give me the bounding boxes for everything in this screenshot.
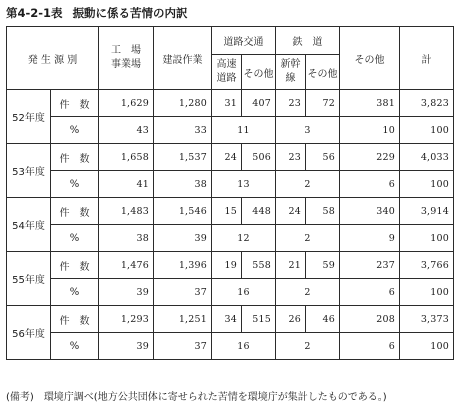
percent-cell: 41	[99, 171, 154, 198]
percent-cell: 2	[276, 225, 340, 252]
count-cell: 208	[340, 306, 400, 333]
percent-cell: 12	[212, 225, 276, 252]
table-row-percent	[7, 279, 454, 306]
count-cell: 340	[340, 198, 400, 225]
header-source: 発 生 源 別	[7, 27, 99, 90]
count-cell: 3,766	[400, 252, 454, 279]
count-cell: 515	[242, 306, 276, 333]
footnote-label: (備考)	[6, 392, 34, 403]
table-row-percent	[7, 333, 454, 360]
count-cell: 237	[340, 252, 400, 279]
count-cell: 19	[212, 252, 242, 279]
header-road-other: その他	[242, 55, 276, 90]
footnote	[6, 390, 387, 406]
count-cell: 1,293	[99, 306, 154, 333]
percent-cell: 6	[340, 171, 400, 198]
count-cell: 56	[306, 144, 340, 171]
percent-cell: 39	[99, 333, 154, 360]
header-rail-other: その他	[306, 55, 340, 90]
percent-cell: 13	[212, 171, 276, 198]
count-cell: 1,537	[154, 144, 212, 171]
percent-cell: 16	[212, 279, 276, 306]
year-label: 56年度	[7, 306, 51, 360]
count-cell: 59	[306, 252, 340, 279]
percent-cell: 100	[400, 279, 454, 306]
header-railway: 鉄 道	[276, 27, 340, 55]
percent-cell: 10	[340, 117, 400, 144]
row-label-percent: %	[51, 171, 99, 198]
count-cell: 24	[276, 198, 306, 225]
table-row-count	[7, 90, 454, 117]
percent-cell: 3	[276, 117, 340, 144]
percent-cell: 38	[154, 171, 212, 198]
count-cell: 34	[212, 306, 242, 333]
table-number: 第4-2-1表	[6, 6, 63, 20]
percent-cell: 2	[276, 333, 340, 360]
table-row-count	[7, 144, 454, 171]
count-cell: 21	[276, 252, 306, 279]
year-label: 54年度	[7, 198, 51, 252]
table-row-count	[7, 252, 454, 279]
count-cell: 4,033	[400, 144, 454, 171]
count-cell: 1,483	[99, 198, 154, 225]
percent-cell: 100	[400, 171, 454, 198]
count-cell: 26	[276, 306, 306, 333]
count-cell: 23	[276, 90, 306, 117]
count-cell: 3,823	[400, 90, 454, 117]
percent-cell: 100	[400, 117, 454, 144]
count-cell: 72	[306, 90, 340, 117]
row-label-count: 件 数	[51, 90, 99, 117]
percent-cell: 39	[99, 279, 154, 306]
count-cell: 448	[242, 198, 276, 225]
count-cell: 558	[242, 252, 276, 279]
row-label-count: 件 数	[51, 252, 99, 279]
row-label-count: 件 数	[51, 306, 99, 333]
year-label: 55年度	[7, 252, 51, 306]
count-cell: 1,476	[99, 252, 154, 279]
header-highway-line1: 高速	[216, 59, 237, 70]
table-row-percent	[7, 225, 454, 252]
percent-cell: 100	[400, 225, 454, 252]
complaints-table	[6, 26, 454, 360]
count-cell: 58	[306, 198, 340, 225]
table-row-count	[7, 306, 454, 333]
table-body	[7, 90, 454, 360]
header-highway	[212, 55, 242, 90]
count-cell: 3,373	[400, 306, 454, 333]
count-cell: 1,280	[154, 90, 212, 117]
percent-cell: 100	[400, 333, 454, 360]
count-cell: 229	[340, 144, 400, 171]
percent-cell: 11	[212, 117, 276, 144]
header-factory	[99, 27, 154, 90]
count-cell: 1,251	[154, 306, 212, 333]
percent-cell: 2	[276, 171, 340, 198]
header-shinkansen-line2: 線	[285, 73, 296, 84]
percent-cell: 6	[340, 279, 400, 306]
row-label-count: 件 数	[51, 198, 99, 225]
table-row-percent	[7, 117, 454, 144]
count-cell: 1,396	[154, 252, 212, 279]
row-label-count: 件 数	[51, 144, 99, 171]
percent-cell: 37	[154, 279, 212, 306]
percent-cell: 33	[154, 117, 212, 144]
row-label-percent: %	[51, 225, 99, 252]
row-label-percent: %	[51, 333, 99, 360]
count-cell: 1,658	[99, 144, 154, 171]
count-cell: 1,629	[99, 90, 154, 117]
header-road: 道路交通	[212, 27, 276, 55]
table-row-count	[7, 198, 454, 225]
count-cell: 31	[212, 90, 242, 117]
header-factory-line1: 工 場	[111, 45, 142, 56]
count-cell: 3,914	[400, 198, 454, 225]
header-other: その他	[340, 27, 400, 90]
header-shinkansen-line1: 新幹	[280, 59, 301, 70]
percent-cell: 6	[340, 333, 400, 360]
header-factory-line2: 事業場	[111, 59, 142, 70]
footnote-text: 環境庁調べ(地方公共団体に寄せられた苦情を環境庁が集計したものである。)	[43, 392, 387, 403]
percent-cell: 39	[154, 225, 212, 252]
year-label: 53年度	[7, 144, 51, 198]
row-label-percent: %	[51, 117, 99, 144]
header-construction: 建設作業	[154, 27, 212, 90]
header-shinkansen	[276, 55, 306, 90]
count-cell: 1,546	[154, 198, 212, 225]
percent-cell: 37	[154, 333, 212, 360]
count-cell: 407	[242, 90, 276, 117]
year-label: 52年度	[7, 90, 51, 144]
count-cell: 15	[212, 198, 242, 225]
percent-cell: 38	[99, 225, 154, 252]
count-cell: 506	[242, 144, 276, 171]
count-cell: 23	[276, 144, 306, 171]
percent-cell: 16	[212, 333, 276, 360]
count-cell: 24	[212, 144, 242, 171]
count-cell: 46	[306, 306, 340, 333]
row-label-percent: %	[51, 279, 99, 306]
table-title	[6, 4, 188, 22]
table-row-percent	[7, 171, 454, 198]
header-total: 計	[400, 27, 454, 90]
percent-cell: 9	[340, 225, 400, 252]
percent-cell: 2	[276, 279, 340, 306]
percent-cell: 43	[99, 117, 154, 144]
table-title-text: 振動に係る苦情の内訳	[72, 6, 188, 20]
count-cell: 381	[340, 90, 400, 117]
header-highway-line2: 道路	[216, 73, 237, 84]
